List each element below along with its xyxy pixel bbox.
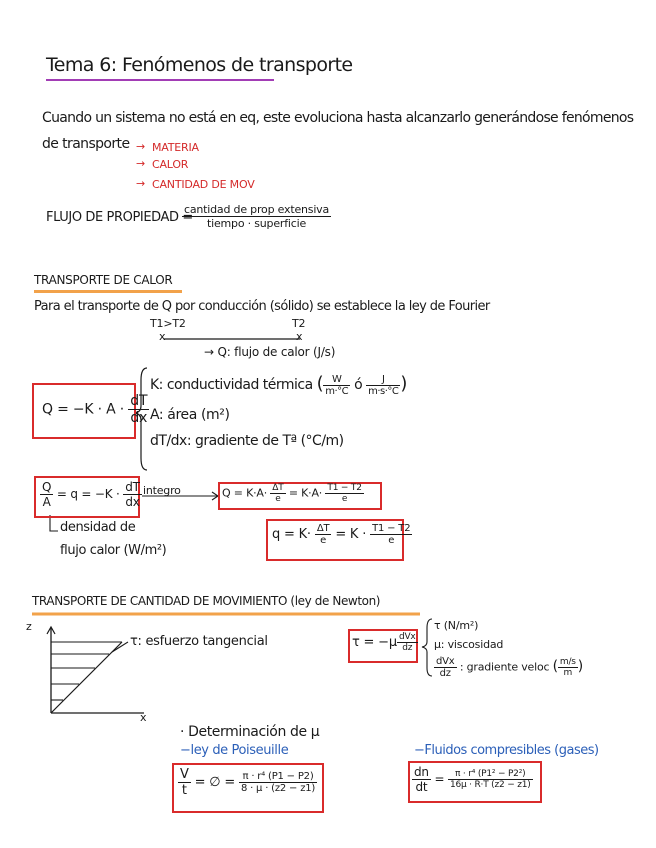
pois-num: π · r⁴ (P1 − P2) (239, 771, 317, 783)
int-mid: = K·A· (288, 486, 323, 500)
fourier-lhs: Q = −K · A · (42, 401, 124, 418)
newton-num: dVx (398, 632, 416, 642)
integrated-eq (222, 483, 364, 504)
q-eq (272, 523, 412, 546)
heat-intro: Para el transporte de Q por conducción (sólido) se establece la ley de Fourier (34, 299, 490, 314)
integro-label: integro (143, 484, 181, 497)
int-f1-num: ΔT (272, 483, 284, 493)
x-left-label: x (159, 330, 166, 343)
q-f1-den: e (320, 535, 327, 546)
qa-dnum: dT (125, 480, 140, 494)
gas-eq (412, 765, 533, 794)
flux-label: FLUJO DE PROPIEDAD = (46, 210, 193, 225)
gas-mid: = (434, 772, 445, 786)
newton-law (352, 632, 418, 653)
def-gradient: $\frac{\text{dVx}}{dz}$ : gradiente veloc ( $\frac{m/s}{m}$ ) (436, 656, 584, 679)
gas-den: 16μ · R·T (z2 − z1) (449, 780, 531, 790)
k-unit1-num: W (323, 374, 350, 386)
compressible-title: −Fluidos compresibles (gases) (414, 743, 599, 758)
int-f1-den: e (275, 494, 281, 504)
flux-numerator: cantidad de prop extensiva (184, 203, 330, 216)
tau-label: τ: esfuerzo tangencial (130, 634, 268, 649)
qa-mid: = q = −K · (56, 487, 120, 501)
x-right-label: x (296, 330, 303, 343)
area-definition: A: área (m²) (150, 407, 230, 423)
axis-x-label: x (140, 711, 147, 724)
q-lhs: q = K· (272, 527, 311, 542)
intro-arrow-2: → (136, 157, 146, 170)
q-f2-den: e (388, 535, 395, 546)
qa-num: Q (42, 480, 52, 494)
fourier-num: dT (130, 393, 148, 409)
intro-item-cantidad-mov: CANTIDAD DE MOV (152, 178, 255, 191)
def-grad-unit-den: m (563, 668, 573, 678)
mu-determination: · Determinación de μ (180, 724, 320, 740)
flux-denominator: tiempo · superficie (207, 217, 307, 230)
k-def-text: K: conductividad térmica (150, 377, 313, 393)
int-lhs: Q = K·A· (222, 486, 267, 500)
heat-flow-label: → Q: flujo de calor (J/s) (204, 345, 336, 359)
intro-line-2: de transporte (42, 136, 130, 152)
def-tau: τ (N/m²) (434, 619, 479, 632)
poiseuille-eq (178, 767, 317, 798)
def-grad-num: dVx (436, 656, 455, 667)
gas-num: π · r⁴ (P1² − P2²) (448, 769, 533, 780)
pois-den: 8 · μ · (z2 − z1) (240, 783, 316, 794)
intro-line-1: Cuando un sistema no está en eq, este evoluciona hasta alcanzarlo generándose fenómenos (42, 110, 634, 126)
fourier-law (42, 393, 149, 426)
qa-dden: dx (125, 495, 140, 509)
density-line-2: flujo calor (W/m²) (60, 543, 167, 558)
pois-lhs-den: t (181, 783, 187, 798)
int-f2-den: e (341, 494, 348, 504)
velocity-profile (51, 642, 122, 713)
density-line-1: densidad de (60, 520, 136, 535)
pois-mid: = ∅ = (194, 775, 236, 790)
q-f1-num: ΔT (316, 523, 330, 534)
intro-item-calor: CALOR (152, 158, 189, 171)
qa-den: A (42, 495, 51, 509)
q-f2-num: T1 − T2 (372, 523, 411, 534)
heat-heading: TRANSPORTE DE CALOR (34, 273, 173, 287)
axis-z-label: z (26, 620, 32, 633)
def-grad-text: : gradiente veloc (459, 660, 550, 674)
k-unit2-den: m·s·°C (368, 385, 399, 397)
q-mid: = K · (335, 527, 367, 542)
newton-den: dz (402, 643, 413, 653)
heat-flux-eq (40, 480, 142, 509)
def-grad-unit-num: m/s (559, 657, 576, 667)
t-right-label: T2 (292, 317, 306, 330)
k-or: ó (354, 377, 363, 393)
def-grad-den: dz (439, 668, 451, 679)
momentum-defs-brace (422, 619, 432, 676)
def-mu: μ: viscosidad (434, 638, 504, 651)
gas-lhs-num: dn (414, 765, 429, 779)
poiseuille-title: −ley de Poiseuille (180, 743, 289, 758)
k-unit1-den: m·°C (325, 385, 349, 397)
k-definition: K: conductividad térmica ( $\frac{W}{m\cdot^\circ C}$ ó $\frac{J}{m\cdot s\cdot^\circ C}$ ) (150, 373, 407, 397)
intro-item-materia: MATERIA (152, 141, 199, 154)
intro-arrow-1: → (136, 140, 146, 153)
gas-lhs-den: dt (415, 780, 428, 794)
page-title: Tema 6: Fenómenos de transporte (46, 54, 353, 76)
newton-lhs: τ = −μ (352, 635, 397, 650)
fourier-den: dx (130, 410, 148, 426)
k-unit2-num: J (366, 374, 400, 386)
momentum-heading: TRANSPORTE DE CANTIDAD DE MOVIMIENTO (ley de Newton) (32, 594, 381, 608)
gradient-definition: dT/dx: gradiente de Tª (°C/m) (150, 433, 344, 449)
t-left-label: T1>T2 (150, 317, 186, 330)
int-f2-num: T1 − T2 (327, 483, 362, 493)
intro-arrow-3: → (136, 177, 146, 190)
pois-lhs-num: V (180, 767, 189, 782)
